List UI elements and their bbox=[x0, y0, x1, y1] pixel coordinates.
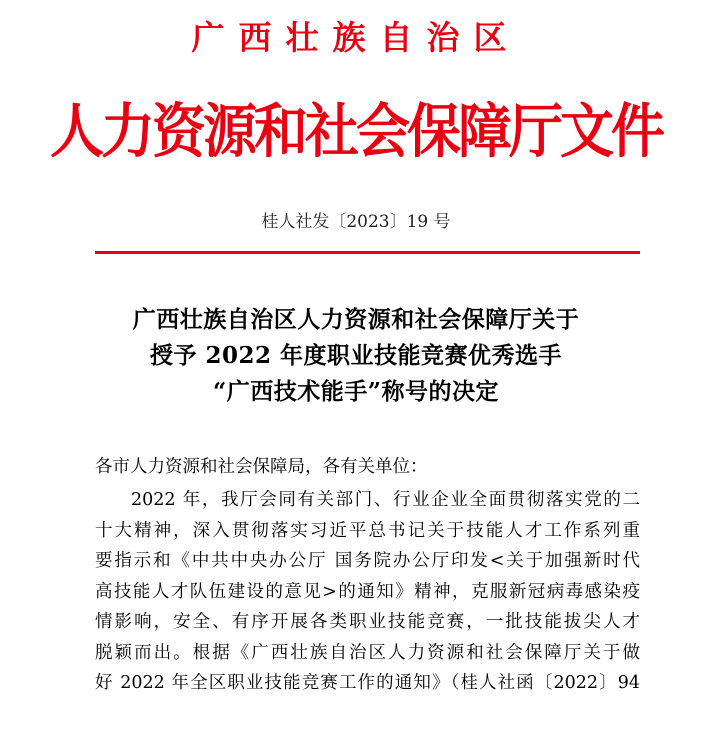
body-line: 十大精神，深入贯彻落实习近平总书记关于技能人才工作系列重 bbox=[95, 520, 640, 541]
region-title: 广西壮族自治区 bbox=[191, 18, 521, 57]
body-line: 脱颖而出。根据《广西壮族自治区人力资源和社会保障厅关于做 bbox=[95, 642, 640, 663]
decision-heading bbox=[0, 302, 712, 410]
body-line: 高技能人才队伍建设的意见>的通知》精神，克服新冠病毒感染疫 bbox=[95, 581, 640, 602]
heading-line-2: 授予 2022 年度职业技能竞赛优秀选手 bbox=[149, 342, 563, 369]
red-divider-line bbox=[95, 251, 640, 254]
body-paragraph bbox=[95, 485, 640, 699]
document-number: 桂人社发〔2023〕19 号 bbox=[261, 212, 451, 232]
body-line: 情影响，安全、有序开展各类职业技能竞赛，一批技能拔尖人才 bbox=[95, 612, 640, 632]
body-line: 好 2022 年全区职业技能竞赛工作的通知》（桂人社函〔2022〕94 bbox=[95, 673, 640, 693]
body-line: 要指示和《中共中央办公厅 国务院办公厅印发<关于加强新时代 bbox=[95, 551, 640, 571]
office-document-title: 人力资源和社会保障厅文件 bbox=[50, 96, 662, 166]
heading-line-1: 广西壮族自治区人力资源和社会保障厅关于 bbox=[132, 306, 580, 333]
salutation: 各市人力资源和社会保障局，各有关单位： bbox=[95, 457, 428, 477]
body-line: 2022 年，我厅会同有关部门、行业企业全面贯彻落实党的二 bbox=[131, 490, 640, 510]
heading-line-3: “广西技术能手”称号的决定 bbox=[213, 378, 499, 405]
